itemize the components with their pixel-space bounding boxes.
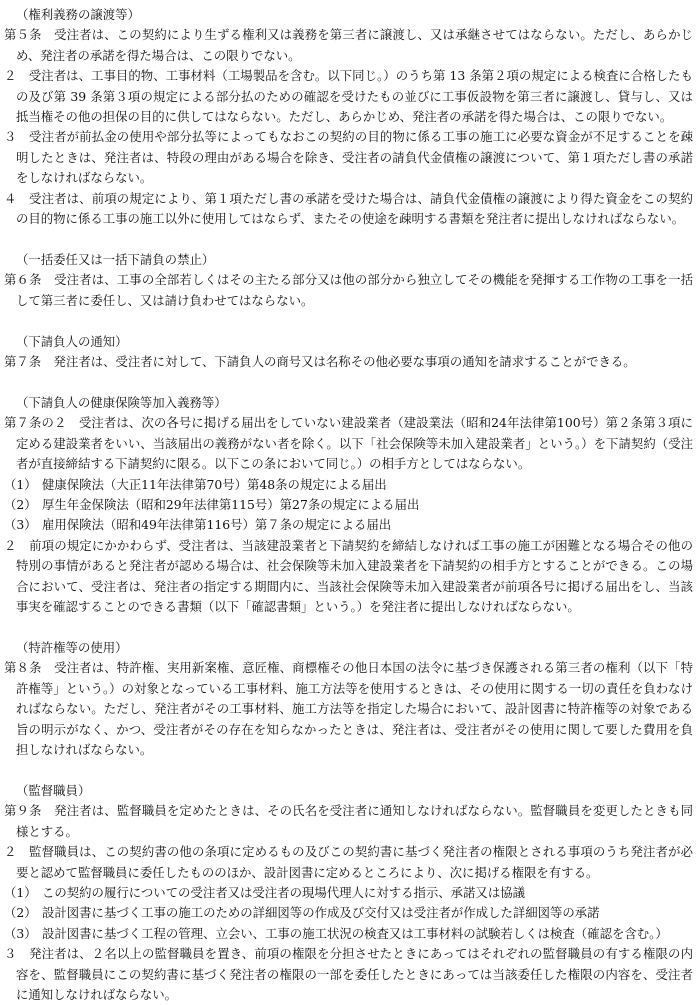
list-item-number: （3） — [4, 925, 37, 941]
list-item-text: 雇用保険法（昭和49年法律第116号）第７条の規定による届出 — [42, 517, 392, 533]
list-item-text: 厚生年金保険法（昭和29年法律第115号）第27条の規定による届出 — [42, 497, 420, 513]
list-item-text: 設計図書に基づく工程の管理、立会い、工事の施工状況の検査又は工事材料の試験若しくは検査（確認を含む。） — [42, 925, 668, 941]
section-article-7 — [4, 332, 693, 373]
list-item-number: （1） — [4, 476, 37, 492]
section-heading: （監督職員） — [16, 782, 91, 798]
article-5-para-2: ２ 受注者は、工事目的物、工事材料（工場製品を含む。以下同じ。）のうち第 13 条第２項の規定による検査に合格したもの及び第 39 条第３項の規定による部分払のための確認を受けたもの並びに工事仮設物を第三者に譲渡し、貸与し、又は抵当権その他の担保の目的に供してはならない。ただし、あらかじめ、発注者の承諾を得た場合は、この限りでない。 — [4, 68, 693, 125]
list-item — [4, 903, 693, 923]
section-article-5 — [4, 5, 693, 229]
section-article-7-2 — [4, 393, 693, 617]
article-8-para-1: 第８条 受注者は、特許権、実用新案権、意匠権、商標権その他日本国の法令に基づき保護される第三者の権利（以下「特許権等」という。）の対象となっている工事材料、施工方法等を使用するときは、その使用に関する一切の責任を負わなければならない。ただし、発注者がその工事材料、施工方法等を指定した場合において、設計図書に特許権等の対象である旨の明示がなく、かつ、受注者がその存在を知らなかったときは、発注者は、受注者がその使用に関して要した費用を負担しなければならない。 — [4, 660, 693, 757]
article-6-para-1: 第６条 受注者は、工事の全部若しくはその主たる部分又は他の部分から独立してその機能を発揮する工作物の工事を一括して第三者に委任し、又は請け負わせてはならない。 — [4, 272, 693, 308]
article-7-2-para-1: 第７条の２ 受注者は、次の各号に掲げる届出をしていない建設業者（建設業法（昭和24年法律第100号）第２条第３項に定める建設業者をいい、当該届出の義務がない者を除く。以下「社会保険等未加入建設業者」という。）を下請契約（受注者が直接締結する下請契約に限る。以下この条において同じ。）の相手方としてはならない。 — [4, 415, 693, 472]
section-heading: （下請負人の通知） — [16, 333, 128, 349]
list-item-text: 設計図書に基づく工事の施工のための詳細図等の作成及び交付又は受注者が作成した詳細図等の承諾 — [42, 905, 600, 921]
article-5-para-3: ３ 受注者が前払金の使用や部分払等によってもなおこの契約の目的物に係る工事の施工に必要な資金が不足することを疎明したときは、発注者は、特段の理由がある場合を除き、受注者の請負代金債権の譲渡について、第１項ただし書の承諾をしなければならない。 — [4, 129, 693, 186]
article-9-para-2: ２ 監督職員は、この契約書の他の条項に定めるもの及びこの契約書に基づく発注者の権限とされる事項のうち発注者が必要と認めて監督職員に委任したもののほか、設計図書に定めるところにより、次に掲げる権限を有する。 — [4, 844, 693, 880]
article-5-para-4: ４ 受注者は、前項の規定により、第１項ただし書の承諾を受けた場合は、請負代金債権の譲渡により得た資金をこの契約の目的物に係る工事の施工以外に使用してはならず、またその使途を疎明する書類を発注者に提出しなければならない。 — [4, 190, 693, 227]
list-item — [4, 924, 693, 944]
section-heading: （下請負人の健康保険等加入義務等） — [16, 395, 227, 410]
article-5-para-1: 第５条 受注者は、この契約により生ずる権利又は義務を第三者に譲渡し、又は承継させてはならない。ただし、あらかじめ、発注者の承諾を得た場合は、この限りでない。 — [4, 27, 693, 63]
section-heading: （特許権等の使用） — [16, 639, 128, 655]
section-article-8 — [4, 638, 693, 760]
list-item — [4, 495, 693, 515]
list-item-text: この契約の履行についての受注者又は受注者の現場代理人に対する指示、承諾又は協議 — [42, 884, 525, 900]
article-7-para-1: 第７条 発注者は、受注者に対して、下請負人の商号又は名称その他必要な事項の通知を請求することができる。 — [4, 354, 636, 370]
list-item-number: （1） — [4, 884, 37, 900]
section-article-6 — [4, 250, 693, 311]
section-heading: （権利義務の譲渡等） — [16, 7, 140, 22]
list-item — [4, 515, 693, 535]
list-item-number: （3） — [4, 517, 37, 533]
article-9-para-1: 第９条 発注者は、監督職員を定めたときは、その氏名を受注者に通知しなければならない。監督職員を変更したときも同様とする。 — [4, 803, 693, 839]
list-item-number: （2） — [4, 905, 37, 921]
article-7-2-para-2: ２ 前項の規定にかかわらず、受注者は、当該建設業者と下請契約を締結しなければ工事の施工が困難となる場合その他の特別の事情があると発注者が認める場合は、社会保険等未加入建設業者を下請契約の相手方とすることができる。この場合において、受注者は、発注者の指定する期間内に、当該社会保険等未加入建設業者が前項各号に掲げる届出をし、当該事実を確認することのできる書類（以下「確認書類」という。）を発注者に提出しなければならない。 — [4, 537, 693, 615]
list-item — [4, 883, 693, 903]
list-item-text: 健康保険法（大正11年法律第70号）第48条の規定による届出 — [42, 476, 387, 492]
section-article-9 — [4, 781, 693, 1005]
section-heading: （一括委任又は一括下請負の禁止） — [16, 251, 215, 267]
list-item — [4, 475, 693, 495]
article-9-para-3: ３ 発注者は、２名以上の監督職員を置き、前項の権限を分担させたときにあってはそれぞれの監督職員の有する権限の内容を、監督職員にこの契約書に基づく発注者の権限の一部を委任したときにあっては当該委任した権限の内容を、受注者に通知しなければならない。 — [4, 946, 693, 1002]
list-item-number: （2） — [4, 497, 37, 513]
